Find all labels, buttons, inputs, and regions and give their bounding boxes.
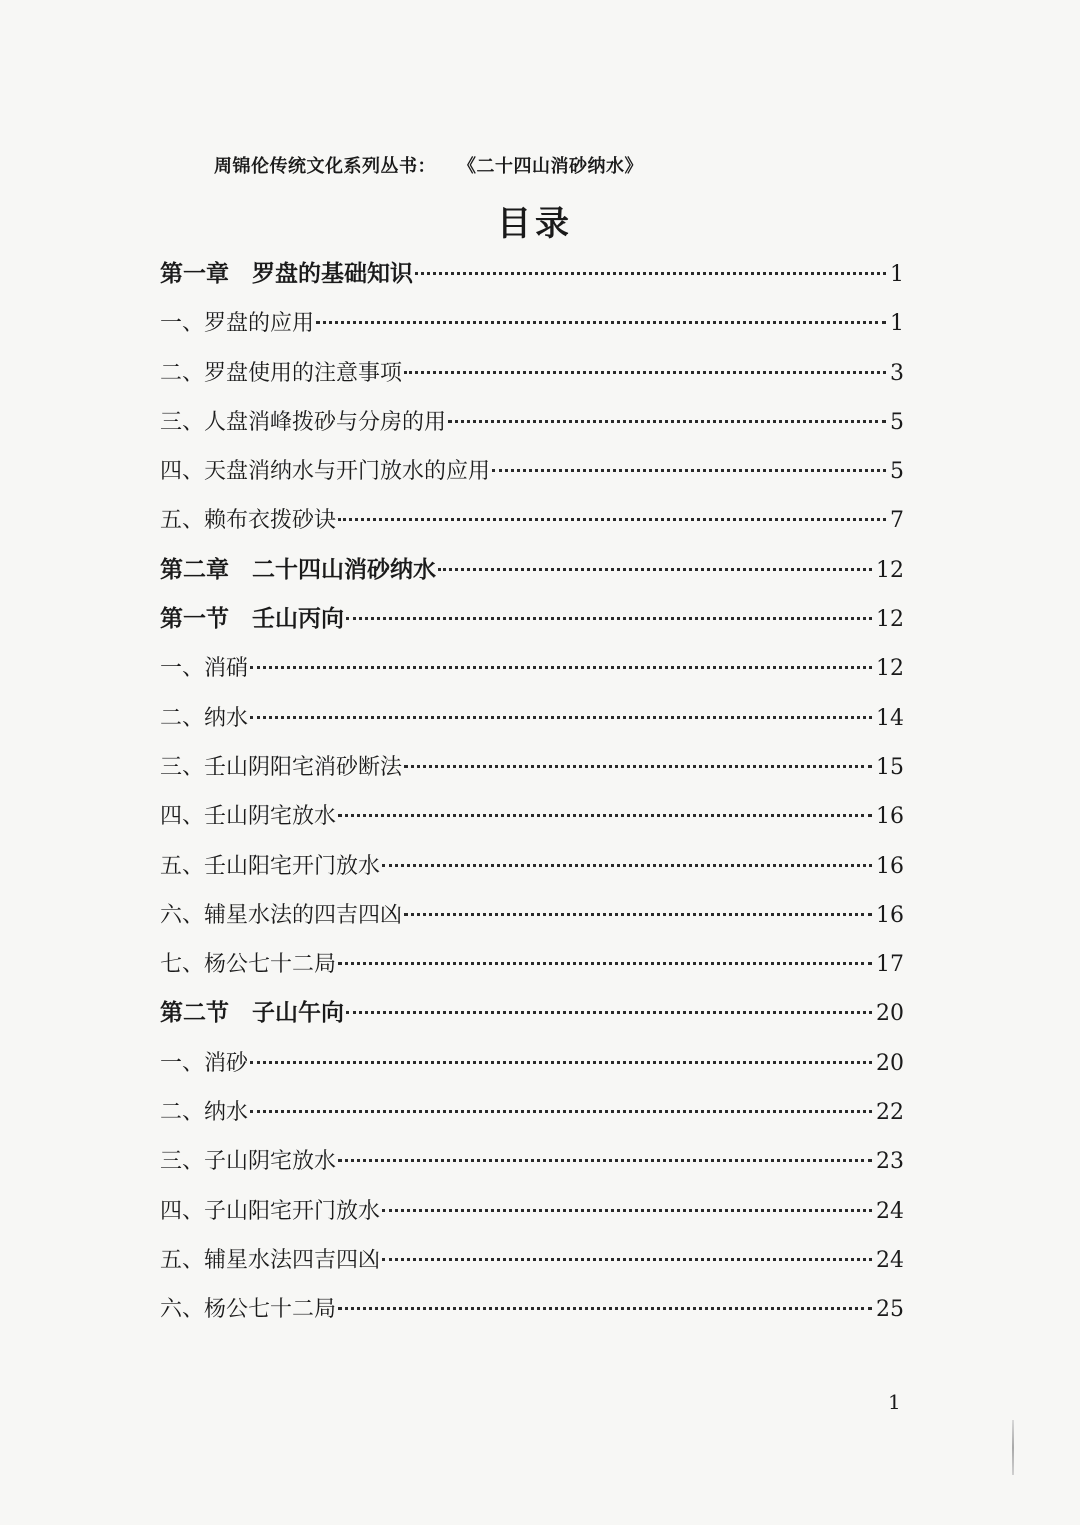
dot-leader bbox=[346, 1011, 872, 1014]
toc-entry-page: 24 bbox=[876, 1198, 904, 1224]
toc-entry bbox=[160, 1187, 904, 1236]
toc-entry bbox=[160, 1088, 904, 1137]
dot-leader bbox=[250, 666, 872, 669]
toc-entry-page: 1 bbox=[890, 311, 904, 337]
toc-entry-label: 第二节 子山午向 bbox=[160, 1000, 344, 1027]
toc-entry bbox=[160, 792, 904, 841]
dot-leader bbox=[382, 1209, 872, 1212]
dot-leader bbox=[338, 1159, 872, 1162]
toc-entry-page: 20 bbox=[876, 1050, 904, 1076]
toc-entry-label: 二、纳水 bbox=[160, 705, 249, 731]
book-title: 《二十四山消砂纳水》 bbox=[458, 156, 643, 177]
toc-entry-label: 五、壬山阳宅开门放水 bbox=[160, 853, 381, 879]
toc-heading-entry bbox=[160, 595, 904, 644]
dot-leader bbox=[404, 765, 872, 768]
toc-entry-page: 20 bbox=[876, 1001, 904, 1027]
toc-entry-page: 12 bbox=[876, 557, 904, 583]
toc-entry-page: 12 bbox=[876, 607, 904, 633]
toc-entry bbox=[160, 1285, 904, 1334]
toc-entry-page: 3 bbox=[890, 360, 904, 386]
toc-entry bbox=[160, 496, 904, 545]
series-header bbox=[214, 152, 643, 178]
page-number: 1 bbox=[888, 1390, 901, 1414]
toc-heading-entry bbox=[160, 989, 904, 1038]
toc-entry-page: 25 bbox=[876, 1297, 904, 1323]
toc-entry bbox=[160, 1039, 904, 1088]
dot-leader bbox=[338, 962, 872, 965]
toc-entry-label: 五、辅星水法四吉四凶 bbox=[160, 1247, 381, 1273]
toc-heading-entry bbox=[160, 250, 904, 299]
toc-entry-label: 一、消硝 bbox=[160, 656, 249, 682]
toc-entry-label: 第一章 罗盘的基础知识 bbox=[160, 261, 413, 287]
toc-entry-label: 二、罗盘使用的注意事项 bbox=[160, 360, 403, 386]
toc-entry-page: 16 bbox=[876, 902, 904, 928]
toc-entry-page: 16 bbox=[876, 804, 904, 830]
toc-entry-label: 第一节 壬山丙向 bbox=[160, 606, 344, 633]
toc-entry-page: 12 bbox=[876, 656, 904, 682]
toc-entry bbox=[160, 842, 904, 891]
dot-leader bbox=[382, 864, 872, 867]
toc-entry-label: 第二章 二十四山消砂纳水 bbox=[160, 556, 436, 583]
series-name: 周锦伦传统文化系列丛书： bbox=[214, 156, 436, 177]
toc-entry-label: 三、人盘消峰拨砂与分房的用 bbox=[160, 409, 447, 435]
toc-entry-label: 六、辅星水法的四吉四凶 bbox=[160, 902, 403, 928]
toc-entry-page: 17 bbox=[876, 952, 904, 978]
toc-entry-label: 二、纳水 bbox=[160, 1100, 249, 1126]
dot-leader bbox=[382, 1258, 872, 1261]
dot-leader bbox=[415, 272, 886, 275]
toc-entry-page: 15 bbox=[876, 754, 904, 780]
toc-entry-page: 24 bbox=[876, 1247, 904, 1273]
toc-entry-page: 23 bbox=[876, 1149, 904, 1175]
toc-entry-label: 六、杨公七十二局 bbox=[160, 1297, 337, 1323]
toc-entry-page: 1 bbox=[890, 262, 904, 287]
dot-leader bbox=[338, 518, 886, 521]
dot-leader bbox=[250, 716, 872, 719]
toc-entry-label: 三、壬山阴阳宅消砂断法 bbox=[160, 754, 403, 780]
toc-entry bbox=[160, 891, 904, 940]
toc-entry-label: 四、子山阳宅开门放水 bbox=[160, 1198, 381, 1224]
toc-heading-entry bbox=[160, 546, 904, 595]
toc-entry-label: 四、天盘消纳水与开门放水的应用 bbox=[160, 459, 491, 485]
toc-entry bbox=[160, 743, 904, 792]
toc-entry-page: 5 bbox=[890, 459, 904, 485]
toc-entry bbox=[160, 940, 904, 989]
toc-entry-label: 七、杨公七十二局 bbox=[160, 952, 337, 978]
toc-entry bbox=[160, 694, 904, 743]
toc-entry bbox=[160, 644, 904, 693]
toc-entry-label: 三、子山阴宅放水 bbox=[160, 1149, 337, 1175]
toc-title: 目录 bbox=[497, 204, 573, 244]
dot-leader bbox=[316, 321, 886, 324]
dot-leader bbox=[338, 814, 872, 817]
dot-leader bbox=[250, 1061, 872, 1064]
dot-leader bbox=[404, 371, 886, 374]
toc-entry-label: 一、消砂 bbox=[160, 1050, 249, 1076]
dot-leader bbox=[492, 469, 886, 472]
dot-leader bbox=[404, 913, 872, 916]
toc-entry bbox=[160, 398, 904, 447]
toc-entry-page: 22 bbox=[876, 1100, 904, 1126]
toc-entry-page: 7 bbox=[890, 508, 904, 534]
dot-leader bbox=[346, 617, 872, 620]
toc-entry bbox=[160, 447, 904, 496]
toc-entry-page: 5 bbox=[890, 409, 904, 435]
toc-entry-label: 一、罗盘的应用 bbox=[160, 311, 315, 337]
dot-leader bbox=[338, 1307, 872, 1310]
toc-entry-label: 五、赖布衣拨砂诀 bbox=[160, 508, 337, 534]
toc-entry-page: 14 bbox=[876, 705, 904, 731]
scan-edge-mark bbox=[1012, 1420, 1014, 1475]
dot-leader bbox=[250, 1110, 872, 1113]
dot-leader bbox=[438, 568, 872, 571]
table-of-contents bbox=[160, 250, 904, 1335]
toc-entry bbox=[160, 1137, 904, 1186]
toc-entry bbox=[160, 299, 904, 348]
dot-leader bbox=[448, 420, 886, 423]
toc-entry bbox=[160, 1236, 904, 1285]
toc-entry-page: 16 bbox=[876, 853, 904, 879]
toc-entry-label: 四、壬山阴宅放水 bbox=[160, 804, 337, 830]
toc-entry bbox=[160, 349, 904, 398]
